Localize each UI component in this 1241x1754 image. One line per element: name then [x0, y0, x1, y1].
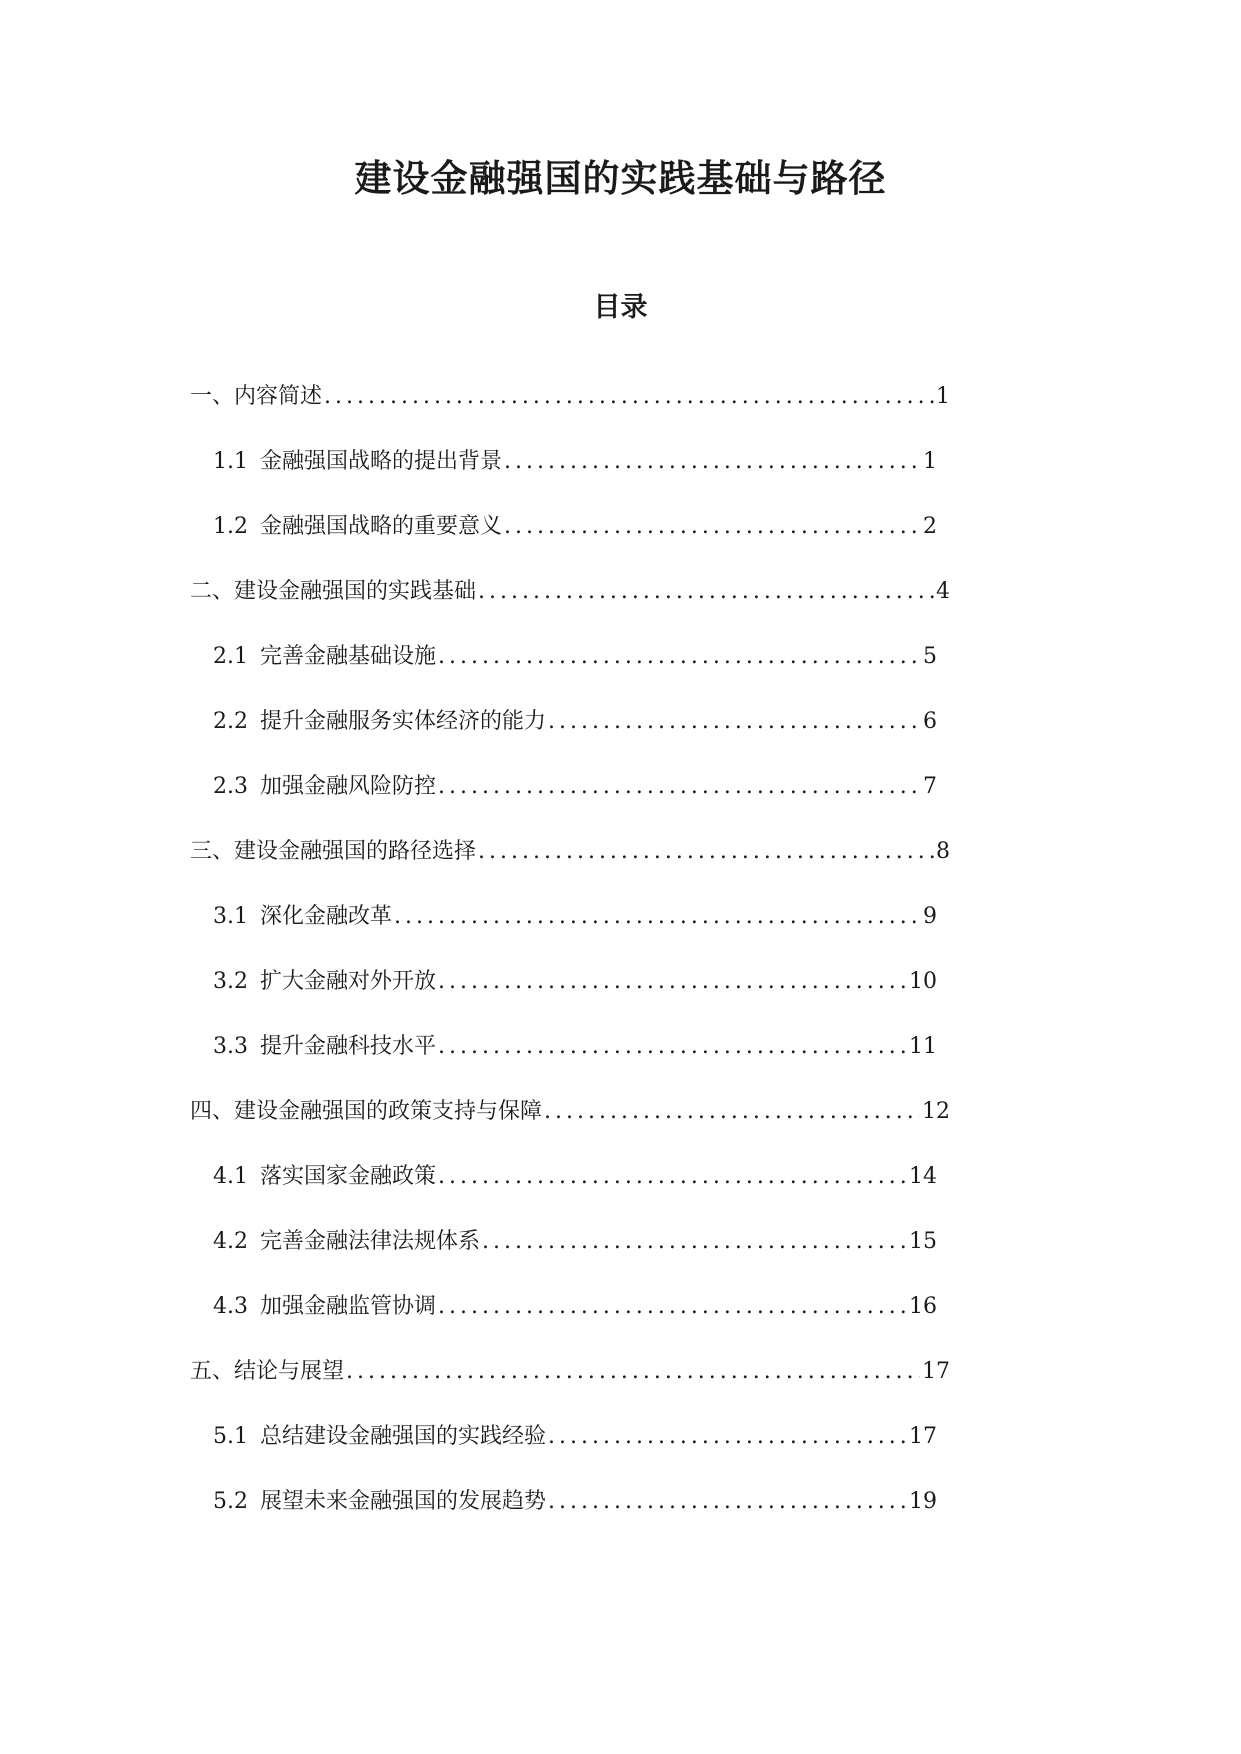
toc-page-number: 19 — [909, 1489, 937, 1514]
toc-dot-leader — [548, 1487, 907, 1517]
toc-page-number: 17 — [909, 1424, 937, 1449]
toc-entry-number: 5.2 — [213, 1489, 248, 1514]
toc-entry[interactable] — [190, 577, 950, 642]
toc-entry-text: 四、建设金融强国的政策支持与保障 — [190, 1099, 543, 1124]
toc-dot-leader — [394, 902, 921, 932]
toc-entry[interactable] — [213, 1292, 937, 1357]
toc-dot-leader — [438, 1162, 907, 1192]
toc-dot-leader — [544, 1097, 920, 1127]
toc-entry-text: 总结建设金融强国的实践经验 — [260, 1424, 547, 1449]
toc-dot-leader — [478, 837, 934, 867]
toc-page-number: 7 — [923, 774, 937, 799]
toc-entry[interactable] — [213, 1487, 937, 1552]
toc-entry-number: 4.2 — [213, 1229, 248, 1254]
toc-entry-text: 扩大金融对外开放 — [260, 969, 437, 994]
toc-heading: 目录 — [593, 292, 648, 323]
table-of-contents — [0, 382, 1241, 1552]
toc-dot-leader — [548, 707, 921, 737]
toc-dot-leader — [548, 1422, 907, 1452]
toc-entry-text: 二、建设金融强国的实践基础 — [190, 579, 477, 604]
toc-page-number: 15 — [909, 1229, 937, 1254]
toc-entry[interactable] — [213, 1422, 937, 1487]
toc-entry-text: 提升金融服务实体经济的能力 — [260, 709, 547, 734]
toc-page-number: 2 — [923, 514, 937, 539]
toc-page-number: 1 — [923, 449, 937, 474]
toc-entry-number: 4.3 — [213, 1294, 248, 1319]
toc-entry[interactable] — [213, 707, 937, 772]
toc-dot-leader — [504, 512, 921, 542]
toc-dot-leader — [482, 1227, 907, 1257]
toc-dot-leader — [438, 1032, 907, 1062]
toc-entry[interactable] — [213, 1162, 937, 1227]
toc-entry-text: 完善金融法律法规体系 — [260, 1229, 481, 1254]
toc-entry-number: 1.2 — [213, 514, 248, 539]
toc-page-number: 16 — [909, 1294, 937, 1319]
toc-entry[interactable] — [190, 1097, 950, 1162]
toc-entry-number: 2.1 — [213, 644, 248, 669]
toc-entry-number: 3.2 — [213, 969, 248, 994]
toc-page-number: 6 — [923, 709, 937, 734]
toc-page-number: 12 — [922, 1099, 950, 1124]
toc-entry-text: 金融强国战略的重要意义 — [260, 514, 503, 539]
toc-entry[interactable] — [213, 1227, 937, 1292]
toc-entry-text: 提升金融科技水平 — [260, 1034, 437, 1059]
toc-dot-leader — [324, 382, 934, 412]
toc-entry-text: 五、结论与展望 — [190, 1359, 345, 1384]
toc-page-number: 11 — [909, 1034, 937, 1059]
toc-entry[interactable] — [213, 1032, 937, 1097]
toc-entry-number: 3.1 — [213, 904, 248, 929]
toc-entry[interactable] — [213, 447, 937, 512]
toc-page-number: 8 — [936, 839, 950, 864]
toc-entry-number: 2.3 — [213, 774, 248, 799]
toc-entry-number: 5.1 — [213, 1424, 248, 1449]
toc-entry[interactable] — [190, 382, 950, 447]
toc-entry[interactable] — [190, 1357, 950, 1422]
toc-entry[interactable] — [213, 967, 937, 1032]
toc-entry[interactable] — [190, 837, 950, 902]
toc-entry-text: 落实国家金融政策 — [260, 1164, 437, 1189]
toc-entry[interactable] — [213, 772, 937, 837]
toc-entry-number: 1.1 — [213, 449, 248, 474]
toc-page-number: 14 — [909, 1164, 937, 1189]
toc-dot-leader — [438, 642, 921, 672]
toc-dot-leader — [438, 772, 921, 802]
toc-entry-text: 深化金融改革 — [260, 904, 393, 929]
toc-entry-text: 三、建设金融强国的路径选择 — [190, 839, 477, 864]
toc-dot-leader — [478, 577, 934, 607]
toc-page-number: 17 — [922, 1359, 950, 1384]
toc-dot-leader — [438, 967, 907, 997]
toc-page-number: 9 — [923, 904, 937, 929]
toc-entry[interactable] — [213, 642, 937, 707]
toc-entry-text: 一、内容简述 — [190, 384, 323, 409]
toc-entry-text: 加强金融风险防控 — [260, 774, 437, 799]
toc-entry-number: 2.2 — [213, 709, 248, 734]
toc-page-number: 1 — [936, 384, 950, 409]
toc-entry[interactable] — [213, 902, 937, 967]
toc-page-number: 4 — [936, 579, 950, 604]
toc-dot-leader — [504, 447, 921, 477]
toc-entry-number: 3.3 — [213, 1034, 248, 1059]
toc-entry-text: 完善金融基础设施 — [260, 644, 437, 669]
toc-dot-leader — [346, 1357, 920, 1387]
toc-entry-number: 4.1 — [213, 1164, 248, 1189]
toc-dot-leader — [438, 1292, 907, 1322]
toc-entry[interactable] — [213, 512, 937, 577]
document-title: 建设金融强国的实践基础与路径 — [354, 156, 887, 200]
toc-page-number: 10 — [909, 969, 937, 994]
toc-page-number: 5 — [923, 644, 937, 669]
toc-entry-text: 加强金融监管协调 — [260, 1294, 437, 1319]
toc-entry-text: 展望未来金融强国的发展趋势 — [260, 1489, 547, 1514]
toc-entry-text: 金融强国战略的提出背景 — [260, 449, 503, 474]
